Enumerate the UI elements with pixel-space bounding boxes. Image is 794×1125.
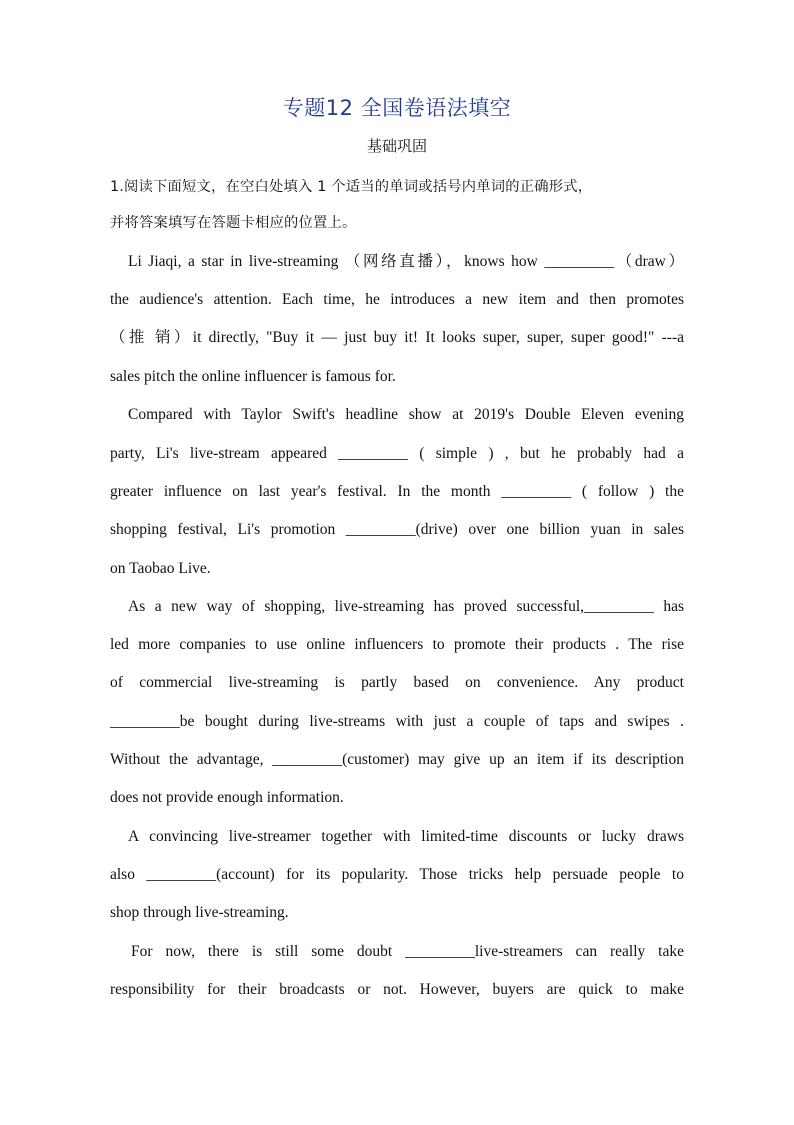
passage-line: greater influence on last year's festival. In the month _________ ( follow ) the <box>110 483 684 500</box>
passage-line: Without the advantage, _________(customer) may give up an item if its description <box>110 751 684 768</box>
passage-line: sales pitch the online influencer is famous for. <box>110 368 396 385</box>
passage-line: led more companies to use online influencers to promote their products . The rise <box>110 636 684 653</box>
instruction-line-2: 并将答案填写在答题卡相应的位置上。 <box>110 215 357 231</box>
page-title: 专题12 全国卷语法填空 <box>282 96 512 120</box>
passage-line: _________be bought during live-streams with just a couple of taps and swipes . <box>110 713 684 730</box>
passage-line: A convincing live-streamer together with limited-time discounts or lucky draws <box>128 828 684 845</box>
passage-line: the audience's attention. Each time, he introduces a new item and then promotes <box>110 291 684 308</box>
instruction-line-1: 1.阅读下面短文，在空白处填入 1 个适当的单词或括号内单词的正确形式， <box>110 179 593 195</box>
passage-line: responsibility for their broadcasts or not. However, buyers are quick to make <box>110 981 684 998</box>
passage-line: party, Li's live-stream appeared _________ ( simple ) , but he probably had a <box>110 445 684 462</box>
passage-line: （推 销）it directly, "Buy it — just buy it! It looks super, super, super good!" ---a <box>110 329 684 346</box>
passage-line: of commercial live-streaming is partly based on convenience. Any product <box>110 674 684 691</box>
passage-line: does not provide enough information. <box>110 789 344 806</box>
passage-line: Compared with Taylor Swift's headline show at 2019's Double Eleven evening <box>128 406 684 423</box>
passage-line: shopping festival, Li's promotion _________(drive) over one billion yuan in sales <box>110 521 684 538</box>
passage-line: For now, there is still some doubt _________live-streamers can really take <box>131 943 684 960</box>
passage-line: Li Jiaqi, a star in live-streaming （网络直播），knows how _________（draw） <box>128 253 684 270</box>
passage-line: As a new way of shopping, live-streaming has proved successful,_________ has <box>128 598 684 615</box>
section-subtitle: 基础巩固 <box>366 137 427 155</box>
passage-line: shop through live-streaming. <box>110 904 289 921</box>
passage-line: on Taobao Live. <box>110 560 211 577</box>
passage-line: also _________(account) for its popularity. Those tricks help persuade people to <box>110 866 684 883</box>
